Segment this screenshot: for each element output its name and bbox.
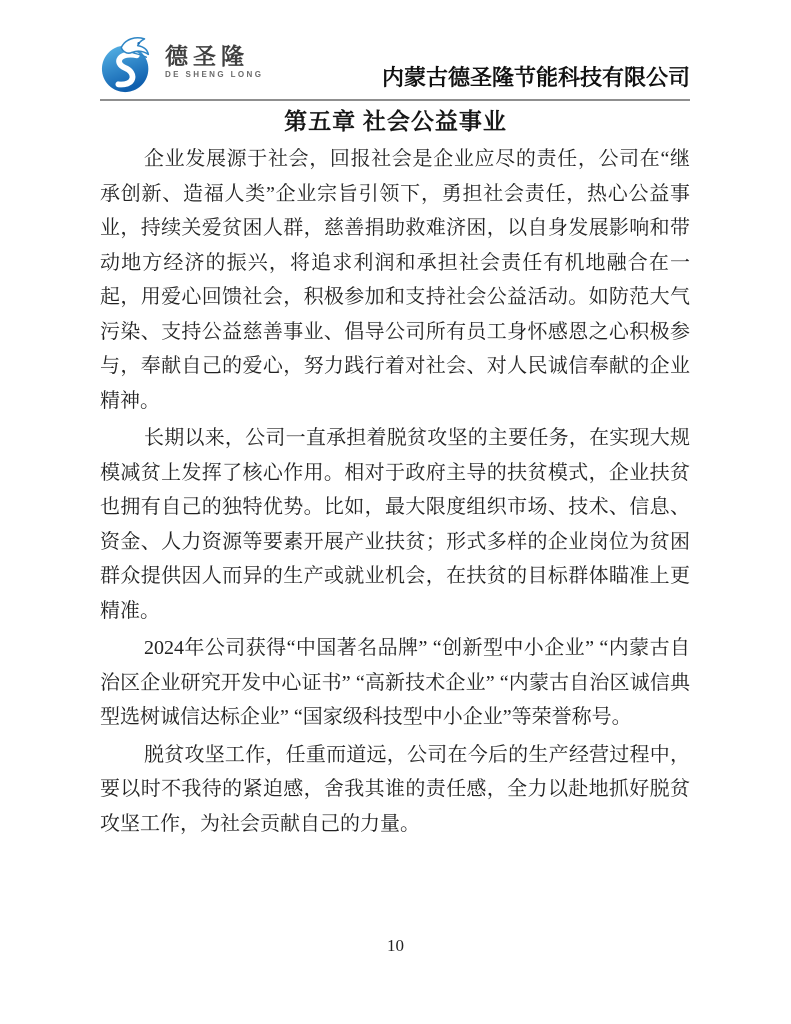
company-name: 内蒙古德圣隆节能科技有限公司 bbox=[381, 65, 690, 90]
dragon-s-logo-icon bbox=[100, 36, 158, 94]
paragraph-4: 脱贫攻坚工作，任重而道远，公司在今后的生产经营过程中，要以时不我待的紧迫感，舍我其谁的责任感，全力以赴地抓好脱贫攻坚工作，为社会贡献自己的力量。 bbox=[100, 743, 690, 835]
page-number: 10 bbox=[387, 936, 404, 955]
logo-text bbox=[165, 45, 263, 85]
paragraph-2: 长期以来，公司一直承担着脱贫攻坚的主要任务，在实现大规模减贫上发挥了核心作用。相对于政府主导的扶贫模式，企业扶贫也拥有自己的独特优势。比如，最大限度组织市场、技术、信息、资金、人力资源等要素开展产业扶贫；形式多样的企业岗位为贫困群众提供因人而异的生产或就业机会，在扶贫的目标群体瞄准上更精准。 bbox=[100, 427, 690, 622]
chapter-title: 第五章 社会公益事业 bbox=[284, 109, 507, 134]
logo-name-cn: 德圣隆 bbox=[165, 43, 249, 69]
paragraph-3: 2024年公司获得“中国著名品牌” “创新型中小企业” “内蒙古自治区企业研究开发中心证书” “高新技术企业” “内蒙古自治区诚信典型选树诚信达标企业” “国家级科技型中小企业”等荣誉称号。 bbox=[100, 637, 690, 728]
paragraph-1: 企业发展源于社会，回报社会是企业应尽的责任，公司在“继承创新、造福人类”企业宗旨引领下，勇担社会责任，热心公益事业，持续关爱贫困人群，慈善捐助救难济困，以自身发展影响和带动地方经济的振兴，将追求利润和承担社会责任有机地融合在一起，用爱心回馈社会，积极参加和支持社会公益活动。如防范大气污染、支持公益慈善事业、倡导公司所有员工身怀感恩之心积极参与，奉献自己的爱心，努力践行着对社会、对人民诚信奉献的企业精神。 bbox=[100, 148, 690, 412]
logo-name-en: DE SHENG LONG bbox=[165, 70, 264, 79]
company-logo bbox=[100, 36, 263, 94]
document-body bbox=[100, 142, 690, 844]
page-header bbox=[100, 36, 690, 101]
page-footer bbox=[0, 936, 791, 956]
